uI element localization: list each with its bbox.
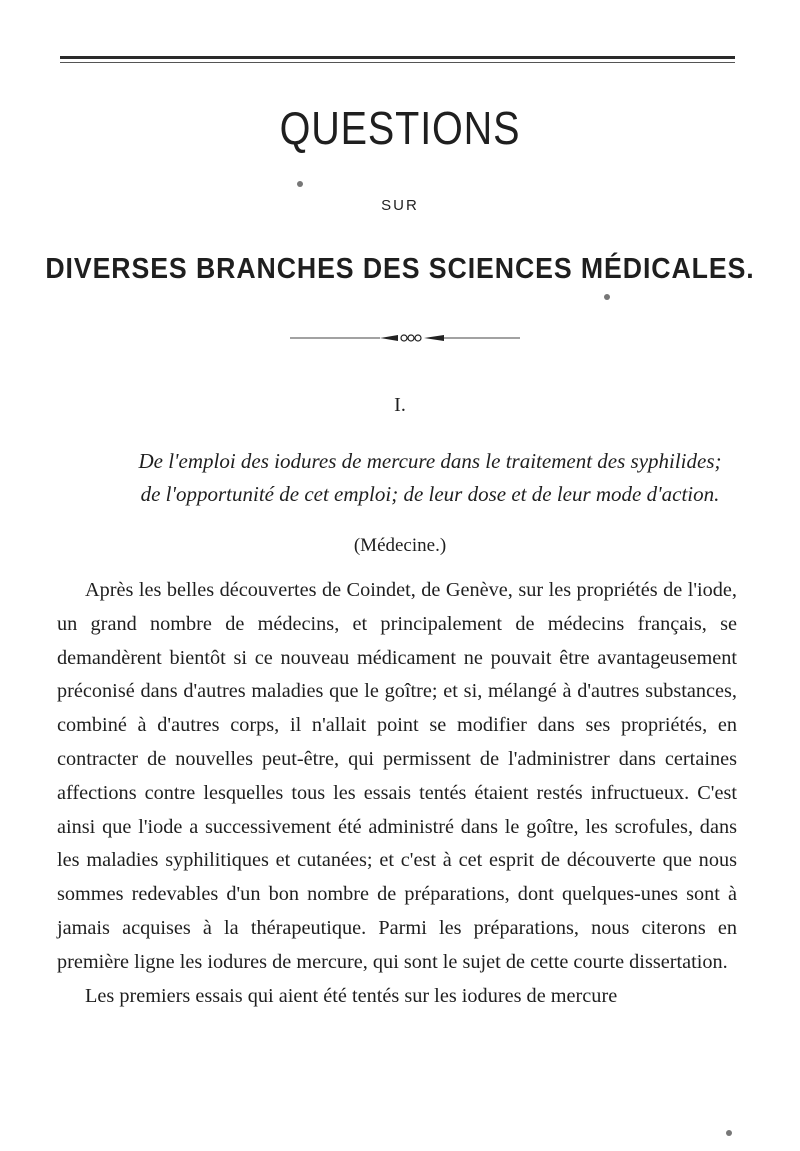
section-number: I.: [394, 394, 406, 416]
page-subtitle: DIVERSES BRANCHES DES SCIENCES MÉDICALES.: [45, 253, 755, 285]
ornament-divider: [0, 330, 800, 346]
paragraph: Après les belles découvertes de Coindet, de Genève, sur les propriétés de l'iode, un grand nombre de médecins, et principalement de médecins français, se demandèrent bientôt si ce nouveau médicament ne pouvait être avantageusement préconisé dans d'autres maladies que le goître; et si, mélangé à d'autres substances, combiné à d'autres corps, il n'allait point se modifier dans ses propriétés, en contracter de nouvelles peut-être, qui permissent de l'administrer dans certaines affections contre lesquelles tous les essais tentés étaient restés infructueux. C'est ainsi que l'iode a successivement été administré dans le goître, les scrofules, dans les maladies syphilitiques et cutanées; et c'est à cet esprit de découverte que nous sommes redevables d'un bon nombre de préparations, dont quelques-unes sont à jamais acquises à la thérapeutique. Parmi les préparations, nous citerons en première ligne les iodures de mercure, qui sont le sujet de cette courte dissertation.: [57, 579, 737, 973]
top-rule-thin: [60, 62, 735, 63]
section-category: (Médecine.): [353, 535, 447, 556]
ink-speck: [726, 1130, 732, 1136]
section-heading-line-1: De l'emploi des iodures de mercure dans le traitement des syphilides;: [138, 449, 722, 473]
top-rule: [60, 56, 735, 59]
page-title: QUESTIONS: [279, 102, 521, 154]
section-heading: [95, 445, 765, 511]
connector-word: SUR: [381, 197, 419, 214]
ink-speck: [604, 294, 610, 300]
section-heading-line-2: de l'opportunité de cet emploi; de leur dose et de leur mode d'action.: [140, 482, 720, 506]
body-text: [57, 574, 737, 1013]
ink-speck: [297, 181, 303, 187]
paragraph: Les premiers essais qui aient été tentés sur les iodures de mercure: [85, 984, 618, 1007]
